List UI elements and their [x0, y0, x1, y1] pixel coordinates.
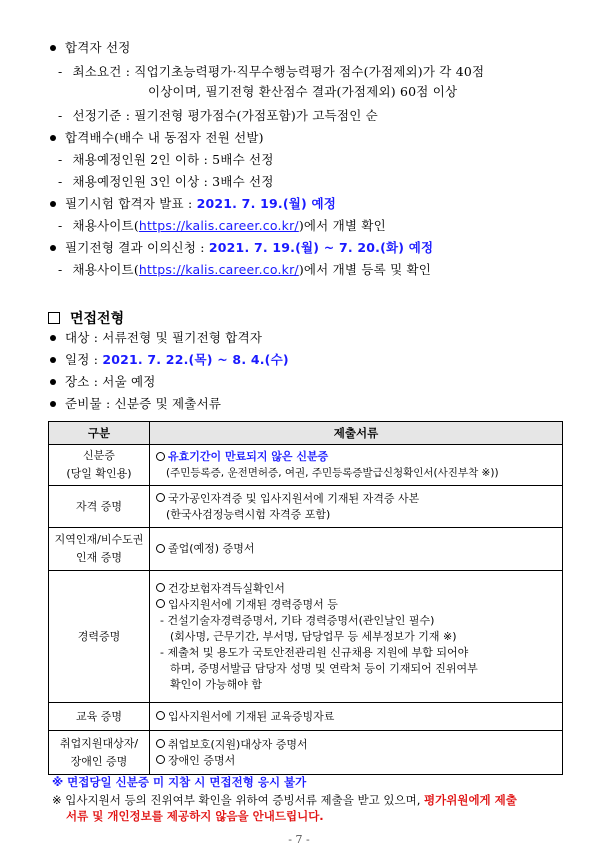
objection-item: [50, 240, 433, 256]
cat-line: 지역인재/비수도권: [54, 533, 144, 546]
bullet-icon: [50, 379, 56, 385]
doc-line: (회사명, 근무기간, 부서명, 담당업무 등 세부정보가 기재 ※): [170, 629, 457, 643]
row-category: [49, 571, 150, 703]
doc-line: - 제출처 및 용도가 국토안전관리원 신규채용 지원에 부합 되어야: [160, 645, 469, 659]
prep-text: 준비물 : 신분증 및 제출서류: [65, 396, 222, 411]
announce-item: [50, 196, 336, 212]
doc-line: 건강보험자격득실확인서: [168, 581, 285, 595]
multiple-sub: - 채용예정인원 3인 이상 : 3배수 선정: [58, 174, 274, 189]
place-text: 장소 : 서울 예정: [65, 374, 156, 389]
selection-title: 합격자 선정: [65, 40, 131, 55]
objection-sub-post: )에서 개별 등록 및 확인: [298, 262, 432, 277]
multiple-item: [50, 130, 264, 146]
table-header-row: [49, 422, 563, 445]
bullet-icon: [50, 201, 56, 207]
square-icon: [48, 312, 60, 324]
doc-line: 국가공인자격증 및 입사지원서에 기재된 자격증 사본: [168, 491, 420, 505]
objection-sub: - 채용사이트(https://kalis.career.co.kr/)에서 개별 등록 및 확인: [58, 262, 432, 277]
objection-label: 필기전형 결과 이의신청 :: [65, 240, 209, 255]
multiple-sub-2: 채용예정인원 3인 이상 : 3배수 선정: [72, 174, 274, 189]
schedule-date: 2021. 7. 22.(목) ~ 8. 4.(수): [102, 352, 289, 367]
bullet-icon: [50, 135, 56, 141]
row-docs: [150, 486, 563, 528]
schedule-label: 일정 :: [65, 352, 103, 367]
row-docs: [150, 571, 563, 703]
note-verification-text: ※ 입사지원서 등의 진위여부 확인을 위하여 증빙서류 제출을 받고 있으며,: [52, 793, 425, 807]
interview-target: [50, 330, 262, 346]
cat-line: 자격 증명: [75, 499, 122, 513]
cat-line: 교육 증명: [75, 709, 122, 723]
row-docs: [150, 528, 563, 571]
interview-prep: [50, 396, 221, 412]
doc-line: (한국사검정능력시험 자격증 포함): [166, 507, 331, 521]
selection-criteria: - 선정기준 : 필기전형 평가점수(가점포함)가 고득점인 순: [58, 108, 378, 123]
cat-line: 경력증명: [77, 629, 121, 643]
table-row: [49, 486, 563, 528]
bullet-icon: [50, 245, 56, 251]
circle-icon: [156, 599, 165, 608]
row-docs: [150, 731, 563, 775]
doc-line: 졸업(예정) 증명서: [168, 542, 255, 555]
note-verification-red: 평가위원에게 제출: [424, 793, 517, 807]
circle-icon: [156, 452, 165, 461]
cat-line: 인재 증명: [75, 551, 122, 564]
cat-line: 장애인 증명: [70, 754, 128, 768]
doc-line: 입사지원서에 기재된 경력증명서 등: [168, 597, 338, 611]
doc-line: 하며, 증명서발급 담당자 성명 및 연락처 등이 기재되어 진위여부: [170, 661, 478, 675]
multiple-sub-1: 채용예정인원 2인 이하 : 5배수 선정: [72, 152, 274, 167]
row-category: [49, 731, 150, 775]
doc-line: 취업보호(지원)대상자 증명서: [168, 737, 308, 751]
note-id-required: ※ 면접당일 신분증 미 지참 시 면접전형 응시 불가: [52, 775, 307, 789]
circle-icon: [156, 544, 165, 553]
documents-table: [48, 421, 563, 775]
announce-date: 2021. 7. 19.(월) 예정: [196, 196, 337, 211]
min-req-cont-text: 이상이며, 필기전형 환산점수 결과(가점제외) 60점 이상: [148, 84, 458, 99]
page-number: - 7 -: [288, 833, 310, 846]
table-row: [49, 445, 563, 486]
bullet-icon: [50, 357, 56, 363]
announce-sub: - 채용사이트(https://kalis.career.co.kr/)에서 개별 확인: [58, 218, 386, 233]
circle-icon: [156, 711, 165, 720]
doc-line: 유효기간이 만료되지 않은 신분증: [168, 450, 329, 463]
header-category: 구분: [49, 422, 150, 445]
bullet-icon: [50, 335, 56, 341]
cat-line: 취업지원대상자/: [59, 736, 139, 750]
header-docs: 제출서류: [150, 422, 563, 445]
interview-schedule: [50, 352, 289, 368]
table-row: [49, 571, 563, 703]
multiple-sub: - 채용예정인원 2인 이하 : 5배수 선정: [58, 152, 274, 167]
interview-place: [50, 374, 156, 390]
doc-line: (주민등록증, 운전면허증, 여권, 주민등록증발급신청확인서(사진부착 ※)): [166, 467, 499, 479]
doc-line: - 건설기술자경력증명서, 기타 경력증명서(관인날인 필수): [160, 613, 435, 627]
circle-icon: [156, 755, 165, 764]
row-docs: [150, 703, 563, 731]
note-verification-cont: 서류 및 개인정보를 제공하지 않음을 안내드립니다.: [66, 809, 324, 823]
section-heading-interview: [48, 308, 124, 328]
min-requirement-cont: [148, 84, 457, 100]
table-row: [49, 731, 563, 775]
interview-target-text: 대상 : 서류전형 및 필기전형 합격자: [65, 330, 263, 345]
circle-icon: [156, 583, 165, 592]
row-category: [49, 703, 150, 731]
objection-date: 2021. 7. 19.(월) ~ 7. 20.(화) 예정: [208, 240, 434, 255]
doc-line: 확인이 가능해야 함: [170, 677, 263, 691]
announce-sub-pre: 채용사이트(: [72, 218, 139, 233]
bullet-icon: [50, 401, 56, 407]
table-row: [49, 528, 563, 571]
min-req-text: 최소요건 : 직업기초능력평가·직무수행능력평가 점수(가점제외)가 각 40점: [72, 64, 485, 79]
announce-sub-post: )에서 개별 확인: [298, 218, 386, 233]
cat-line: 신분증: [83, 449, 115, 462]
row-category: [49, 528, 150, 571]
row-category: [49, 486, 150, 528]
note-verification: [52, 792, 517, 808]
row-category: [49, 445, 150, 486]
selection-item: [50, 40, 131, 56]
doc-line: 장애인 증명서: [168, 753, 236, 767]
doc-line: 입사지원서에 기재된 교육증빙자료: [168, 709, 335, 723]
interview-heading: 면접전형: [70, 311, 125, 327]
career-site-link[interactable]: https://kalis.career.co.kr/: [138, 262, 299, 277]
circle-icon: [156, 739, 165, 748]
announce-label: 필기시험 합격자 발표 :: [65, 196, 197, 211]
circle-icon: [156, 493, 165, 502]
bullet-icon: [50, 45, 56, 51]
multiple-title: 합격배수(배수 내 동점자 전원 선발): [65, 130, 264, 145]
objection-sub-pre: 채용사이트(: [72, 262, 139, 277]
row-docs: [150, 445, 563, 486]
min-requirement: - 최소요건 : 직업기초능력평가·직무수행능력평가 점수(가점제외)가 각 40점: [58, 64, 485, 79]
table-row: [49, 703, 563, 731]
cat-line: (당일 확인용): [66, 467, 132, 480]
criteria-text: 선정기준 : 필기전형 평가점수(가점포함)가 고득점인 순: [72, 108, 378, 123]
career-site-link[interactable]: https://kalis.career.co.kr/: [138, 218, 299, 233]
